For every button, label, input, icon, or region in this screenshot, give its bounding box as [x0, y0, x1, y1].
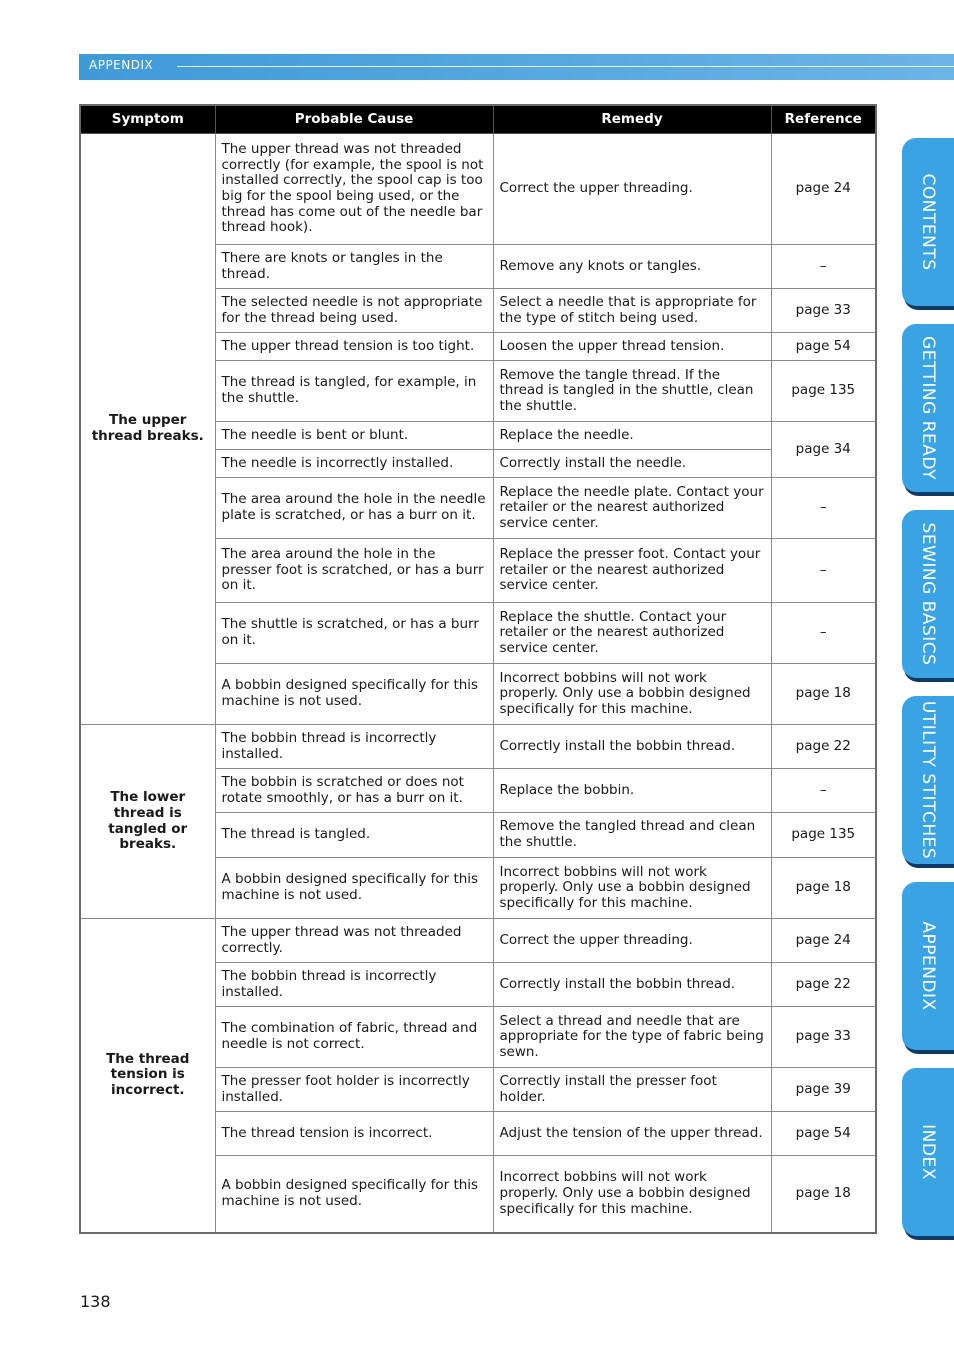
cause-cell: The presser foot holder is incorrectly installed.	[215, 1068, 493, 1112]
symptom-cell: The upper thread breaks.	[80, 134, 215, 725]
reference-cell: page 24	[771, 919, 876, 963]
reference-cell: page 24	[771, 134, 876, 245]
tab-sewing-basics[interactable]	[902, 510, 954, 678]
troubleshooting-table	[79, 104, 877, 1234]
cause-cell: The upper thread was not threaded correctly.	[215, 919, 493, 963]
column-header-remedy: Remedy	[493, 105, 771, 134]
cause-cell: The thread is tangled, for example, in the shuttle.	[215, 361, 493, 422]
cause-cell: The bobbin is scratched or does not rotate smoothly, or has a burr on it.	[215, 769, 493, 813]
tab-index[interactable]	[902, 1068, 954, 1236]
header-rule	[177, 66, 954, 67]
reference-cell: page 22	[771, 725, 876, 769]
cause-cell: A bobbin designed specifically for this machine is not used.	[215, 664, 493, 725]
page-number: 138	[80, 1292, 111, 1311]
remedy-cell: Correct the upper threading.	[493, 134, 771, 245]
reference-cell: page 34	[771, 422, 876, 478]
reference-cell: page 135	[771, 813, 876, 858]
tab-getting-ready[interactable]	[902, 324, 954, 492]
reference-cell: –	[771, 245, 876, 289]
cause-cell: There are knots or tangles in the thread.	[215, 245, 493, 289]
reference-cell: page 18	[771, 664, 876, 725]
reference-cell: –	[771, 769, 876, 813]
cause-cell: The upper thread tension is too tight.	[215, 333, 493, 361]
remedy-cell: Correctly install the needle.	[493, 450, 771, 478]
reference-cell: page 18	[771, 858, 876, 919]
remedy-cell: Correctly install the bobbin thread.	[493, 963, 771, 1007]
remedy-cell: Remove any knots or tangles.	[493, 245, 771, 289]
table-row	[80, 919, 876, 963]
table-header-row	[80, 105, 876, 134]
remedy-cell: Select a needle that is appropriate for the type of stitch being used.	[493, 289, 771, 333]
tab-appendix[interactable]	[902, 882, 954, 1050]
remedy-cell: Replace the needle.	[493, 422, 771, 450]
cause-cell: The thread tension is incorrect.	[215, 1112, 493, 1156]
remedy-cell: Remove the tangle thread. If the thread is tangled in the shuttle, clean the shuttle.	[493, 361, 771, 422]
remedy-cell: Correct the upper threading.	[493, 919, 771, 963]
column-header-reference: Reference	[771, 105, 876, 134]
remedy-cell: Replace the shuttle. Contact your retailer or the nearest authorized service center.	[493, 603, 771, 664]
cause-cell: The area around the hole in the presser foot is scratched, or has a burr on it.	[215, 539, 493, 603]
remedy-cell: Correctly install the bobbin thread.	[493, 725, 771, 769]
cause-cell: The combination of fabric, thread and needle is not correct.	[215, 1007, 493, 1068]
table-row	[80, 725, 876, 769]
remedy-cell: Remove the tangled thread and clean the shuttle.	[493, 813, 771, 858]
column-header-cause: Probable Cause	[215, 105, 493, 134]
remedy-cell: Adjust the tension of the upper thread.	[493, 1112, 771, 1156]
cause-cell: The thread is tangled.	[215, 813, 493, 858]
remedy-cell: Correctly install the presser foot holder.	[493, 1068, 771, 1112]
symptom-cell: The lower thread is tangled or breaks.	[80, 725, 215, 919]
cause-cell: The shuttle is scratched, or has a burr on it.	[215, 603, 493, 664]
tab-sewing-basics-label: SEWING BASICS	[918, 522, 938, 666]
reference-cell: page 22	[771, 963, 876, 1007]
symptom-cell: The thread tension is incorrect.	[80, 919, 215, 1233]
reference-cell: page 33	[771, 289, 876, 333]
reference-cell: page 33	[771, 1007, 876, 1068]
reference-cell: page 135	[771, 361, 876, 422]
remedy-cell: Incorrect bobbins will not work properly. Only use a bobbin designed specifically for this machine.	[493, 1156, 771, 1233]
reference-cell: –	[771, 478, 876, 539]
cause-cell: A bobbin designed specifically for this machine is not used.	[215, 1156, 493, 1233]
tab-utility-stitches[interactable]	[902, 696, 954, 864]
reference-cell: –	[771, 539, 876, 603]
remedy-cell: Select a thread and needle that are appropriate for the type of fabric being sewn.	[493, 1007, 771, 1068]
cause-cell: A bobbin designed specifically for this machine is not used.	[215, 858, 493, 919]
section-header-bar	[79, 54, 954, 80]
cause-cell: The bobbin thread is incorrectly installed.	[215, 725, 493, 769]
tab-contents-label: CONTENTS	[918, 173, 938, 271]
cause-cell: The selected needle is not appropriate for the thread being used.	[215, 289, 493, 333]
tab-appendix-label: APPENDIX	[918, 921, 938, 1011]
cause-cell: The upper thread was not threaded correctly (for example, the spool is not installed correctly, the spool cap is too big for the spool being used, or the thread has come out of the needle bar thread hook).	[215, 134, 493, 245]
tab-utility-stitches-label: UTILITY STITCHES	[918, 700, 938, 860]
reference-cell: page 54	[771, 1112, 876, 1156]
reference-cell: page 39	[771, 1068, 876, 1112]
reference-cell: –	[771, 603, 876, 664]
remedy-cell: Replace the needle plate. Contact your retailer or the nearest authorized service center.	[493, 478, 771, 539]
remedy-cell: Replace the bobbin.	[493, 769, 771, 813]
remedy-cell: Loosen the upper thread tension.	[493, 333, 771, 361]
section-label: APPENDIX	[89, 58, 154, 72]
tab-getting-ready-label: GETTING READY	[918, 336, 938, 480]
remedy-cell: Incorrect bobbins will not work properly. Only use a bobbin designed specifically for this machine.	[493, 664, 771, 725]
remedy-cell: Incorrect bobbins will not work properly. Only use a bobbin designed specifically for this machine.	[493, 858, 771, 919]
column-header-symptom: Symptom	[80, 105, 215, 134]
tab-contents[interactable]	[902, 138, 954, 306]
cause-cell: The bobbin thread is incorrectly installed.	[215, 963, 493, 1007]
table-row	[80, 134, 876, 245]
remedy-cell: Replace the presser foot. Contact your retailer or the nearest authorized service center.	[493, 539, 771, 603]
tab-index-label: INDEX	[918, 1124, 938, 1180]
reference-cell: page 54	[771, 333, 876, 361]
reference-cell: page 18	[771, 1156, 876, 1233]
cause-cell: The needle is bent or blunt.	[215, 422, 493, 450]
cause-cell: The area around the hole in the needle plate is scratched, or has a burr on it.	[215, 478, 493, 539]
cause-cell: The needle is incorrectly installed.	[215, 450, 493, 478]
